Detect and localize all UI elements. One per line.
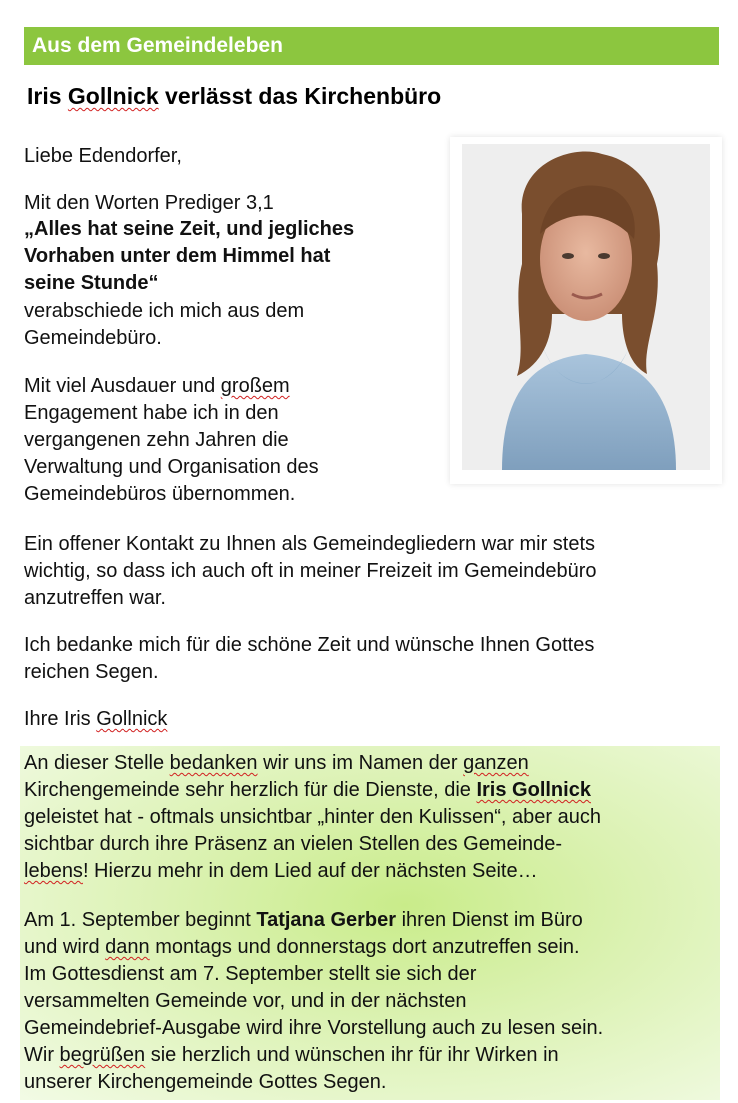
title-suffix: verlässt das Kirchenbüro	[158, 83, 442, 109]
box-line: Im Gottesdienst am 7. September stellt sie sich der	[24, 963, 477, 985]
signature	[24, 706, 167, 733]
paragraph-line: Gemeindebüros übernommen.	[24, 483, 296, 505]
paragraph-line: wichtig, so dass ich auch oft in meiner Freizeit im Gemeindebüro	[24, 560, 597, 582]
text-run: ! Hierzu mehr in dem Lied auf der nächsten Seite…	[82, 860, 538, 882]
paragraph-line: reichen Segen.	[24, 661, 159, 683]
text-run: Iris Gollnick	[476, 779, 591, 801]
quote-text: seine Stunde“	[24, 272, 159, 294]
paragraph-line: Ich bedanke mich für die schöne Zeit und wünsche Ihnen Gottes	[24, 634, 595, 656]
box-line: sichtbar durch ihre Präsenz an vielen Stellen des Gemeinde-	[24, 833, 563, 855]
signature-name: Gollnick	[96, 708, 168, 730]
text-run: ganzen	[463, 752, 529, 774]
farewell-line: verabschiede ich mich aus dem	[24, 300, 305, 322]
text-run: begrüßen	[59, 1044, 146, 1066]
article-title	[27, 80, 441, 112]
text-run: bedanken	[169, 752, 258, 774]
text-run: wir uns im Namen der	[257, 752, 464, 774]
text-run: montags und donnerstags dort anzutreffen sein.	[149, 936, 580, 958]
box-line	[24, 750, 529, 777]
farewell-line: Gemeindebüro.	[24, 327, 162, 349]
text-run: Wir	[24, 1044, 60, 1066]
text-run: Ihre Iris	[24, 708, 97, 730]
paragraph-line: Verwaltung und Organisation des	[24, 456, 319, 478]
title-name: Gollnick	[67, 83, 159, 109]
text-run: Am 1. September beginnt	[24, 909, 257, 931]
paragraph-line: anzutreffen war.	[24, 587, 166, 609]
box-line	[24, 777, 591, 804]
box-line: versammelten Gemeinde vor, und in der nächsten	[24, 990, 467, 1012]
box-line	[24, 907, 583, 934]
text-run: ihren Dienst im Büro	[396, 909, 583, 931]
text-run: dann	[105, 936, 150, 958]
quote-line	[24, 270, 158, 297]
title-prefix: Iris	[27, 83, 68, 109]
text-run: Mit viel Ausdauer und	[24, 375, 221, 397]
box-line	[24, 858, 538, 885]
text-run: An dieser Stelle	[24, 752, 170, 774]
paragraph-line: vergangenen zehn Jahren die	[24, 429, 289, 451]
paragraph-line: Ein offener Kontakt zu Ihnen als Gemeindegliedern war mir stets	[24, 533, 596, 555]
quote-line	[24, 243, 330, 270]
text-run: sie herzlich und wünschen ihr für ihr Wirken in	[145, 1044, 559, 1066]
quote-text: „Alles hat seine Zeit, und jegliches	[24, 218, 355, 240]
quote-text: Vorhaben unter dem Himmel hat	[24, 245, 331, 267]
text-run: großem	[220, 375, 290, 397]
paragraph-line	[24, 373, 290, 400]
text-run: und wird	[24, 936, 106, 958]
intro-line: Mit den Worten Prediger 3,1	[24, 192, 274, 214]
box-line: unserer Kirchengemeinde Gottes Segen.	[24, 1071, 387, 1093]
box-line: Gemeindebrief-Ausgabe wird ihre Vorstellung auch zu lesen sein.	[24, 1017, 604, 1039]
greeting: Liebe Edendorfer,	[24, 145, 182, 167]
quote-line	[24, 216, 354, 243]
text-run: Tatjana Gerber	[256, 909, 397, 931]
box-line	[24, 1042, 559, 1069]
portrait-illustration	[462, 144, 710, 470]
text-run: lebens	[24, 860, 83, 882]
text-run: Kirchengemeinde sehr herzlich für die Dienste, die	[24, 779, 477, 801]
box-line	[24, 934, 580, 961]
box-line: geleistet hat - oftmals unsichtbar „hinter den Kulissen“, aber auch	[24, 806, 601, 828]
portrait-photo	[462, 144, 710, 470]
paragraph-line: Engagement habe ich in den	[24, 402, 279, 424]
section-header: Aus dem Gemeindeleben	[24, 27, 719, 65]
